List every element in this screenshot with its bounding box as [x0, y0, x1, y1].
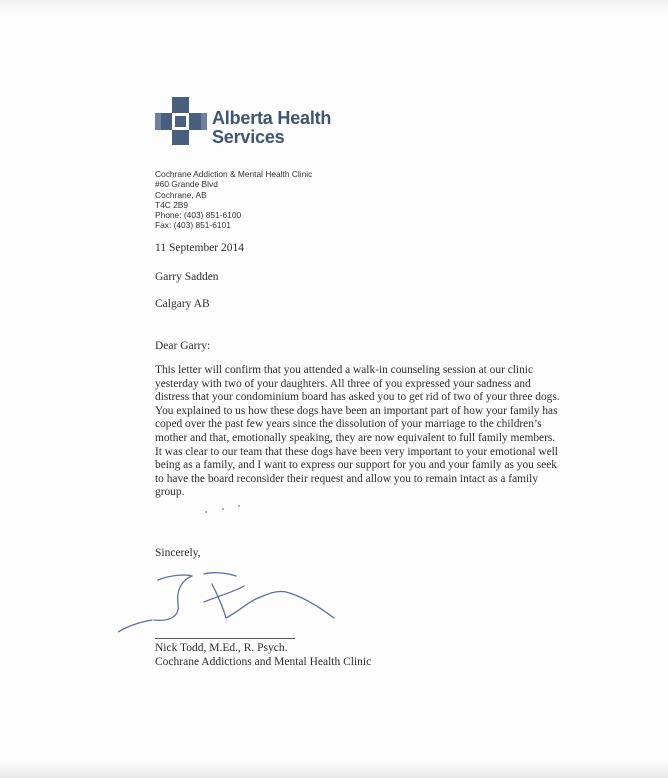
logo-line-2: Services [212, 127, 285, 147]
ahs-logo-text [212, 109, 331, 147]
body-line: distress that your condominium board has asked you to get rid of two of your three dogs. [155, 391, 560, 404]
address-line: Cochrane Addiction & Mental Health Clinic [155, 169, 313, 179]
handwritten-signature [118, 566, 348, 638]
body-line: group. [155, 486, 185, 499]
signer-organization: Cochrane Addictions and Mental Health Clinic [155, 656, 372, 668]
address-line: Cochrane, AB [155, 189, 207, 200]
logo-line-1: Alberta Health [212, 108, 332, 128]
body-line: to have the board reconsider their request and allow you to remain intact as a family [155, 472, 539, 485]
recipient-city: Calgary AB [155, 298, 210, 310]
signer-name: Nick Todd, M.Ed., R. Psych. [155, 642, 288, 654]
body-line: mother and that, emotionally speaking, they are now equivalent to full family members. [155, 431, 556, 444]
closing: Sincerely, [155, 547, 201, 559]
letter-body [155, 364, 625, 500]
signature-line [155, 638, 295, 639]
ahs-cross-logo-icon [155, 97, 207, 145]
scan-speck [205, 511, 207, 513]
recipient-name: Garry Sadden [155, 271, 219, 283]
scan-speck [238, 505, 240, 507]
body-line: You explained to us how these dogs have been an important part of how your family has [155, 404, 558, 417]
body-line: being as a family, and I want to express our support for you and your family as you seek [155, 459, 557, 472]
scan-edge-top [0, 0, 668, 14]
body-line: yesterday with two of your daughters. All three of you expressed your sadness and [155, 377, 531, 390]
ahs-logo [155, 97, 335, 147]
address-line: Phone: (403) 851-6100 [155, 210, 242, 221]
clinic-address [155, 169, 312, 231]
body-line: This letter will confirm that you attended a walk-in counseling session at our clinic [155, 364, 534, 376]
body-line: coped over the past few years since the dissolution of your marriage to the children’s [155, 418, 542, 431]
letter-date: 11 September 2014 [155, 242, 245, 254]
salutation: Dear Garry: [155, 340, 211, 352]
address-line: Fax: (403) 851-6101 [155, 220, 231, 231]
body-line: It was clear to our team that these dogs have been very important to your emotional well [155, 445, 558, 458]
address-line: T4C 2B9 [155, 199, 189, 210]
scan-speck [222, 508, 224, 510]
scan-edge-bottom [0, 760, 668, 778]
address-line: #60 Grande Blvd [155, 179, 218, 190]
